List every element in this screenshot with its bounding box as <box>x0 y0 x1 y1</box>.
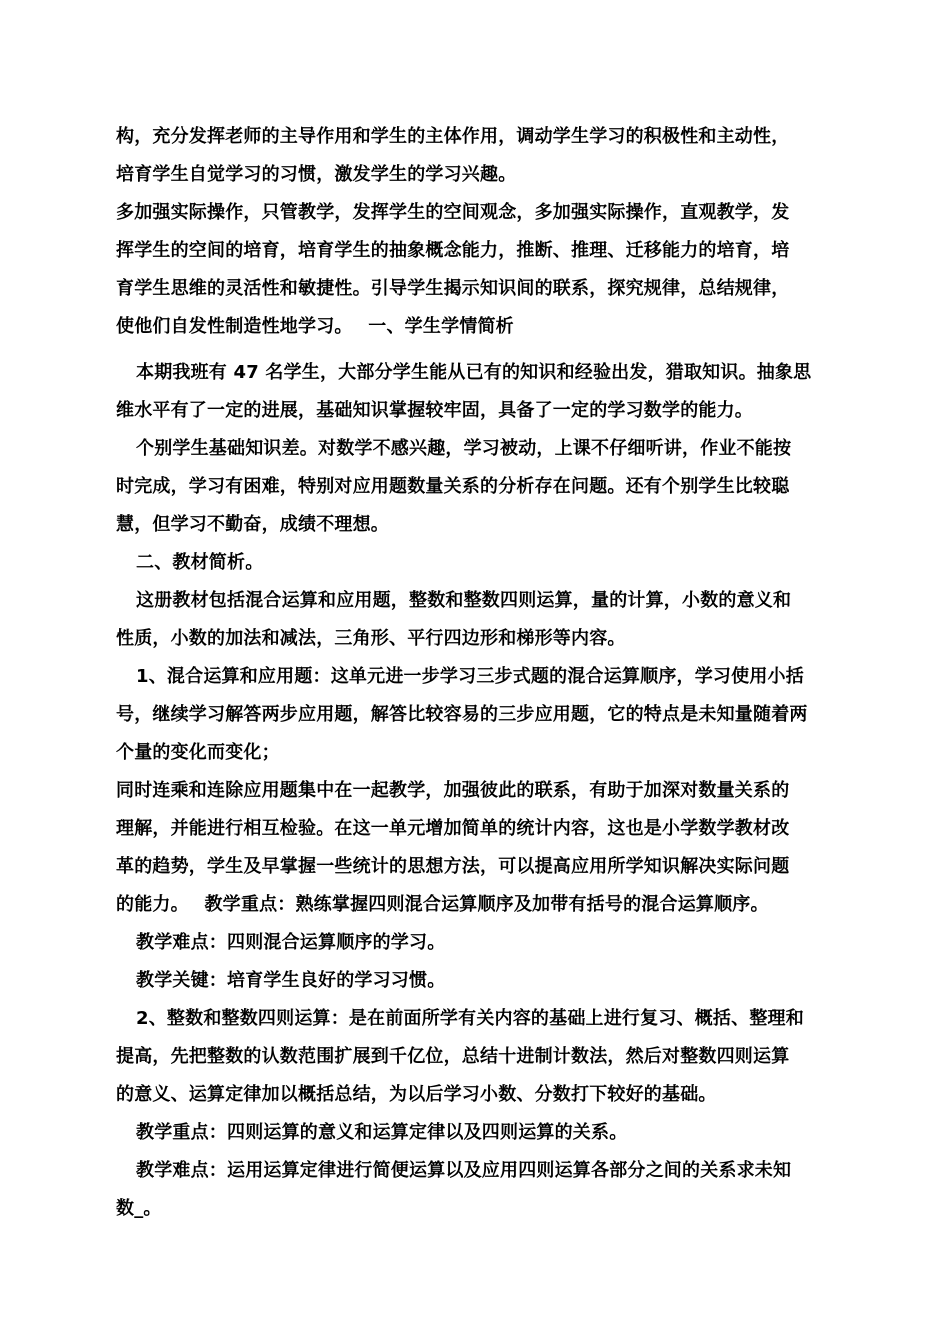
text-line: 教学关键：培育学生良好的学习习惯。 <box>136 970 446 991</box>
text-line: 教学难点：运用运算定律进行简便运算以及应用四则运算各部分之间的关系求未知 <box>136 1160 792 1181</box>
text-line: 提高，先把整数的认数范围扩展到千亿位，总结十进制计数法，然后对整数四则运算 <box>116 1046 790 1067</box>
text-line: 使他们自发性制造性地学习。 一、学生学情简析 <box>116 316 514 337</box>
text-line: 性质，小数的加法和减法，三角形、平行四边形和梯形等内容。 <box>116 628 626 649</box>
text-line: 教学重点：四则运算的意义和运算定律以及四则运算的关系。 <box>136 1122 628 1143</box>
text-line: 2、整数和整数四则运算：是在前面所学有关内容的基础上进行复习、概括、整理和 <box>136 1008 804 1029</box>
text-line: 理解，并能进行相互检验。在这一单元增加简单的统计内容，这也是小学数学教材改 <box>116 818 790 839</box>
text-line: 号，继续学习解答两步应用题，解答比较容易的三步应用题，它的特点是未知量随着两 <box>116 704 808 725</box>
text-line: 的能力。 教学重点：熟练掌握四则混合运算顺序及加带有括号的混合运算顺序。 <box>116 894 769 915</box>
text-line: 时完成，学习有困难，特别对应用题数量关系的分析存在问题。还有个别学生比较聪 <box>116 476 790 497</box>
text-line: 本期我班有 47 名学生，大部分学生能从已有的知识和经验出发，猎取知识。抽象思 <box>136 362 812 383</box>
text-line: 教学难点：四则混合运算顺序的学习。 <box>136 932 446 953</box>
section-heading: 二、教材简析。 <box>136 552 264 573</box>
text-line: 的意义、运算定律加以概括总结，为以后学习小数、分数打下较好的基础。 <box>116 1084 717 1105</box>
text-line: 维水平有了一定的进展，基础知识掌握较牢固，具备了一定的学习数学的能力。 <box>116 400 753 421</box>
text-line: 数_。 <box>116 1198 162 1219</box>
text-line: 育学生思维的灵活性和敏捷性。引导学生揭示知识间的联系，探究规律，总结规律， <box>116 278 790 299</box>
text-line: 同时连乘和连除应用题集中在一起教学，加强彼此的联系，有助于加深对数量关系的 <box>116 780 790 801</box>
text-line: 慧，但学习不勤奋，成绩不理想。 <box>116 514 389 535</box>
text-line: 个量的变化而变化； <box>116 742 280 763</box>
text-line: 挥学生的空间的培育，培育学生的抽象概念能力，推断、推理、迁移能力的培育，培 <box>116 240 790 261</box>
document-body <box>116 118 836 1228</box>
text-line: 培育学生自觉学习的习惯，激发学生的学习兴趣。 <box>116 164 517 185</box>
text-line: 革的趋势，学生及早掌握一些统计的思想方法，可以提高应用所学知识解决实际问题 <box>116 856 790 877</box>
text-line: 构，充分发挥老师的主导作用和学生的主体作用，调动学生学习的积极性和主动性， <box>116 126 790 147</box>
text-line: 1、混合运算和应用题：这单元进一步学习三步式题的混合运算顺序，学习使用小括 <box>136 666 804 687</box>
text-line: 多加强实际操作，只管教学，发挥学生的空间观念，多加强实际操作，直观教学，发 <box>116 202 790 223</box>
text-line: 个别学生基础知识差。对数学不感兴趣，学习被动，上课不仔细听讲，作业不能按 <box>136 438 792 459</box>
text-line: 这册教材包括混合运算和应用题，整数和整数四则运算，量的计算，小数的意义和 <box>136 590 792 611</box>
